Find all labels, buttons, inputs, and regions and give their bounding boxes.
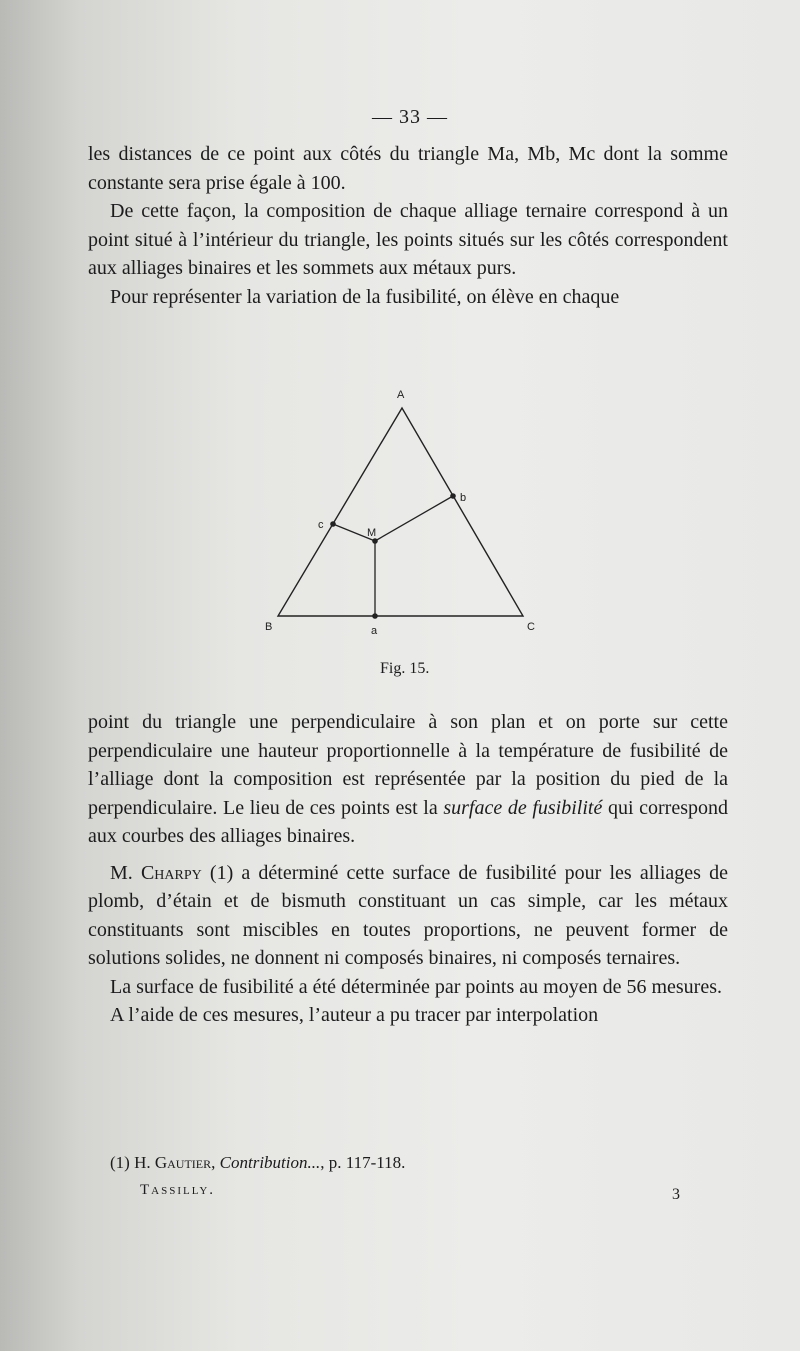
signature: Tassilly.: [140, 1182, 216, 1198]
label-foot-b: b: [460, 492, 467, 504]
paragraph-3: Pour représenter la variation de la fusibilité, on élève en chaque: [110, 285, 620, 308]
point-c: [330, 521, 336, 527]
label-foot-a: a: [371, 625, 378, 637]
footnote: (1) H. Gautier, Contribution..., p. 117-118.: [110, 1153, 406, 1172]
italic-term: surface de fusibilité: [443, 796, 603, 819]
footnote-title: Contribution...: [219, 1153, 321, 1172]
triangle-figure: [255, 378, 555, 648]
paragraph-7: A l’aide de ces mesures, l’auteur a pu tracer par interpolation: [110, 1004, 599, 1026]
page-number: — 33 —: [372, 106, 448, 128]
paragraph-4-text: point du triangle une perpendiculaire à son plan et on porte sur cette perpendiculaire une hauteur proportionnelle à la température de fusibilité de l’alliage dont la composition est représentée par la position du pied de la perpendiculaire. Le lieu de ces points est la: [88, 711, 728, 819]
figure-caption: Fig. 15.: [380, 660, 430, 677]
text-block-bottom: [88, 708, 728, 1030]
paragraph-4-end: qui correspond aux courbes des alliages binaires.: [88, 796, 729, 847]
label-vertex-b: B: [265, 621, 273, 633]
author-name-charpy: Charpy: [140, 861, 202, 884]
perpendicular-mb: [375, 496, 453, 541]
label-foot-c: c: [318, 519, 324, 531]
text-block-top: [88, 140, 728, 311]
paragraph-4: [88, 708, 728, 851]
point-b: [450, 493, 456, 499]
paragraph-5-text: (1) a déterminé cette surface de fusibilité pour les alliages de plomb, d’étain et de bismuth constituant un cas simple, car les métaux constituants sont miscibles en toutes proportions, ne peuvent former de solutions solides, ne donnent ni composés binaires, ni composés ternaires.: [88, 861, 728, 969]
footnote-pages: , p. 117-118.: [320, 1153, 406, 1172]
sheet-number: 3: [672, 1186, 680, 1203]
paragraph-1: les distances de ce point aux côtés du triangle Ma, Mb, Mc dont la somme constante sera prise égale à 100.: [88, 143, 728, 194]
label-vertex-c: C: [527, 621, 535, 633]
footnote-marker: (1) H.: [110, 1153, 155, 1172]
paragraph-2: De cette façon, la composition de chaque alliage ternaire correspond à un point situé à l’intérieur du triangle, les points situés sur les côtés correspondent aux alliages binaires et les sommets aux métaux purs.: [88, 200, 728, 279]
point-a: [372, 613, 378, 619]
paragraph-5-start: M.: [110, 861, 141, 884]
paragraph-6: La surface de fusibilité a été déterminée par points au moyen de 56 mesures.: [110, 975, 722, 998]
point-m: [372, 538, 378, 544]
footnote-author: Gautier: [154, 1153, 212, 1172]
label-vertex-a: A: [397, 389, 405, 401]
triangle-diagram: [255, 378, 555, 648]
triangle-outline: [278, 408, 523, 616]
label-point-m: M: [367, 527, 377, 539]
paragraph-5: [88, 859, 728, 973]
